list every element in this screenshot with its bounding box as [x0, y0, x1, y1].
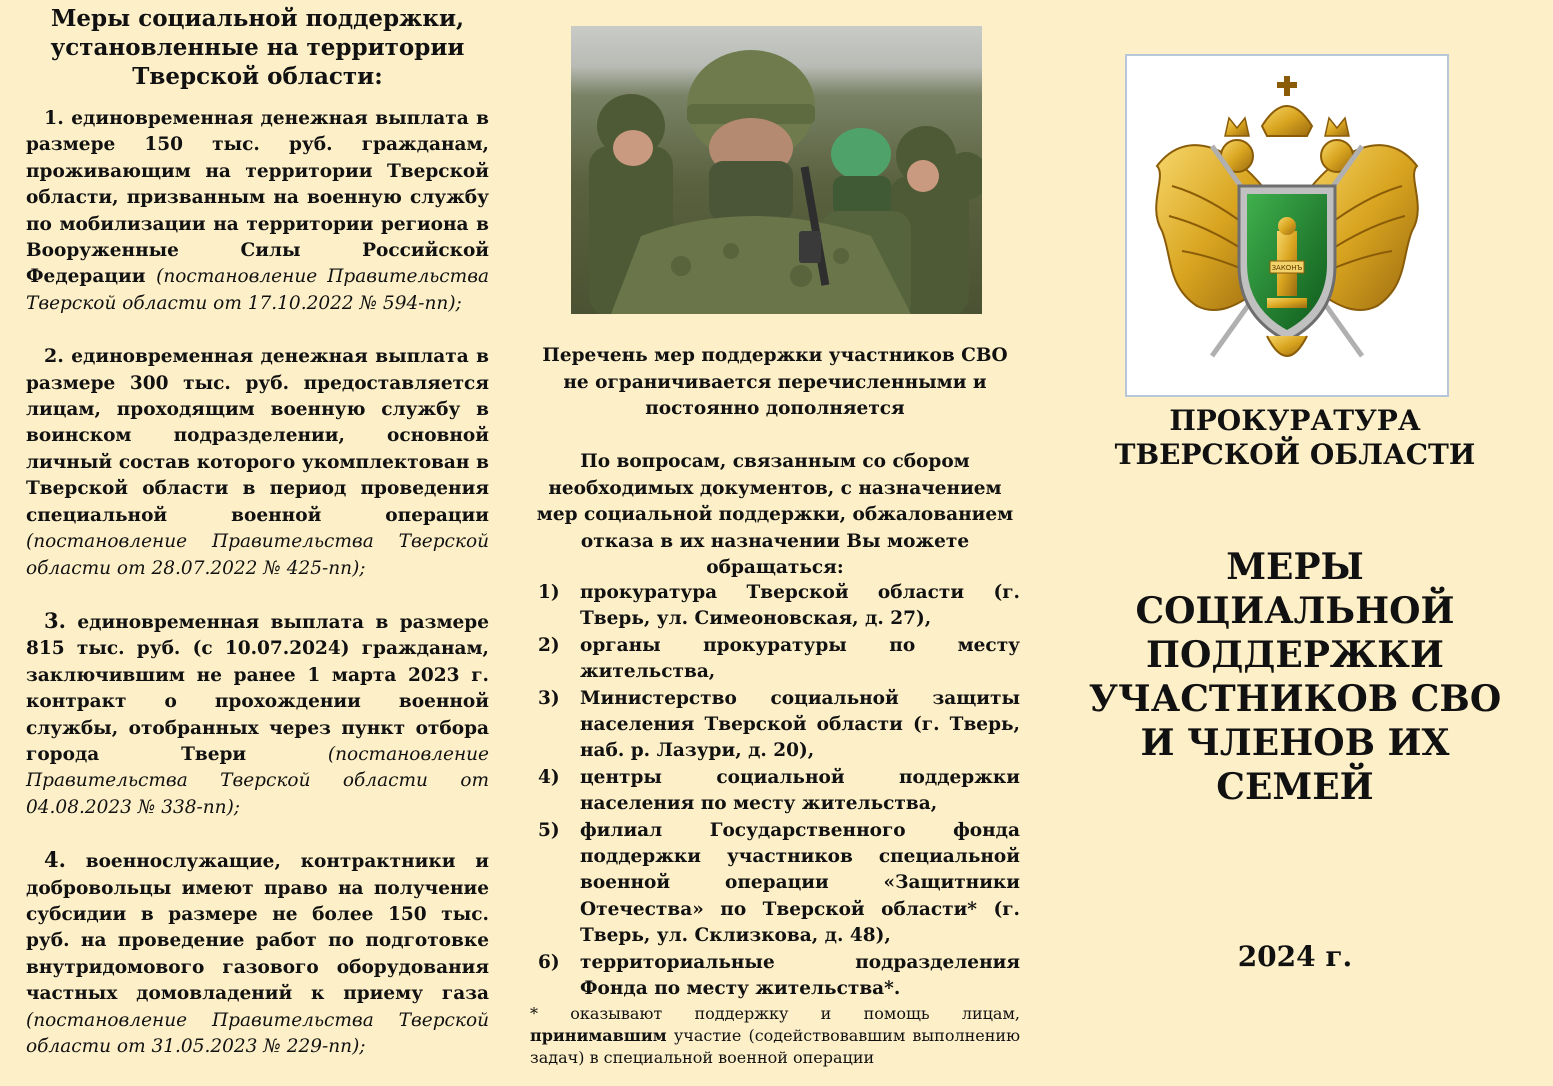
footnote-part-b: принимавшим: [530, 1026, 667, 1045]
list-item-text: Министерство социальной защиты населения Тверской области (г. Тверь, наб. р. Лазури, д. 20),: [580, 687, 1020, 762]
list-item-text: территориальные подразделения Фонда по месту жительства*.: [580, 951, 1020, 1000]
list-item-index: 6): [538, 951, 560, 973]
list-item: [530, 950, 1020, 1003]
organization-line-2: ТВЕРСКОЙ ОБЛАСТИ: [1114, 438, 1476, 471]
title-line-1: МЕРЫ: [1226, 546, 1364, 588]
title-line-2: СОЦИАЛЬНОЙ: [1135, 590, 1455, 632]
measure-4: [26, 847, 489, 1060]
footnote-part-c: участие (содействовавшим выполнению задач) в специальной военной операции: [530, 1026, 1020, 1067]
measure-3-citation: (постановление Правительства Тверской области от 04.08.2023 № 338-пп);: [26, 743, 489, 818]
measure-2-number: 2.: [44, 345, 64, 368]
measure-3: [26, 608, 489, 821]
list-item-index: 4): [538, 766, 560, 788]
list-item-text: прокуратура Тверской области (г. Тверь, ул. Симеоновская, д. 27),: [580, 582, 1020, 630]
list-note: Перечень мер поддержки участников СВО не ограничивается перечисленными и постоянно дополняется: [542, 345, 1008, 419]
list-item-index: 3): [538, 687, 560, 709]
contacts-intro: По вопросам, связанным со сбором необходимых документов, с назначением мер социальной поддержки, обжалованием отказа в их назначении Вы можете обращаться:: [536, 451, 1014, 578]
soldiers-photo: [571, 26, 982, 314]
title-line-4: УЧАСТНИКОВ СВО: [1088, 678, 1502, 720]
double-headed-eagle-icon: [1127, 56, 1447, 395]
list-item: [530, 633, 1020, 686]
measure-1-text: единовременная денежная выплата в размере 150 тыс. руб. гражданам, проживающим на территории Тверской области, призванным на военную службу по мобилизации на территории региона в Вооруженные Силы Российской Федерации: [26, 108, 489, 288]
left-column: [26, 0, 489, 1086]
measure-2-citation: (постановление Правительства Тверской области от 28.07.2022 № 425-пп);: [26, 531, 489, 579]
list-item: [530, 580, 1020, 633]
footnote: [530, 1003, 1020, 1069]
right-column: [1075, 0, 1515, 1080]
middle-column: [530, 0, 1020, 1080]
footnote-part-a: * оказывают поддержку и помощь лицам,: [530, 1004, 1020, 1023]
list-item: [530, 818, 1020, 950]
list-item: [530, 765, 1020, 818]
soldiers-illustration: [571, 26, 982, 314]
measure-4-citation: (постановление Правительства Тверской области от 31.05.2023 № 229-пп);: [26, 1009, 489, 1057]
title-line-3: ПОДДЕРЖКИ: [1146, 634, 1444, 676]
measure-1-number: 1.: [44, 107, 64, 129]
title-line-5: И ЧЛЕНОВ ИХ СЕМЕЙ: [1140, 722, 1450, 808]
list-item-index: 5): [538, 819, 560, 841]
left-title: Меры социальной поддержки, установленные на территории Тверской области:: [50, 5, 465, 90]
page-title: [1075, 545, 1515, 809]
measure-2-text: единовременная денежная выплата в размере 300 тыс. руб. предоставляется лицам, проходящим военную службу в воинском подразделении, основной личный состав которого укомплектован в Тверской области в период проведения специальной военной операции: [26, 346, 489, 526]
contacts-list: [530, 580, 1020, 1003]
measure-1-citation: (постановление Правительства Тверской области от 17.10.2022 № 594-пп);: [26, 266, 489, 314]
list-item-index: 1): [538, 582, 560, 603]
year-label: 2024 г.: [1237, 940, 1353, 973]
list-item-text: центры социальной поддержки населения по месту жительства,: [580, 766, 1020, 815]
organization-name: [1075, 404, 1515, 472]
measure-1: [26, 105, 489, 317]
measure-2: [26, 343, 489, 582]
list-item-text: органы прокуратуры по месту жительства,: [580, 634, 1020, 683]
measure-3-number: 3.: [44, 607, 66, 633]
organization-line-1: ПРОКУРАТУРА: [1169, 404, 1421, 437]
list-item-index: 2): [538, 634, 560, 656]
measure-4-text: военнослужащие, контрактники и добровольцы имеют право на получение субсидии в размере не более 150 тыс. руб. на проведение работ по подготовке внутридомового газового оборудования частных домовладений к приему газа: [26, 851, 489, 1005]
measure-4-number: 4.: [44, 847, 66, 873]
prosecutor-emblem: [1125, 54, 1449, 397]
emblem-motto: ЗАКОНЪ: [1271, 264, 1303, 272]
list-item-text: филиал Государственного фонда поддержки участников специальной военной операции «Защитники Отечества» по Тверской области* (г. Тверь, ул. Склизкова, д. 48),: [580, 819, 1020, 947]
list-item: [530, 686, 1020, 765]
measure-3-text: единовременная выплата в размере 815 тыс. руб. (с 10.07.2024) гражданам, заключившим не ранее 1 марта 2023 г. контракт о прохождении военной службы, отобранных через пункт отбора города Твери: [26, 611, 489, 765]
